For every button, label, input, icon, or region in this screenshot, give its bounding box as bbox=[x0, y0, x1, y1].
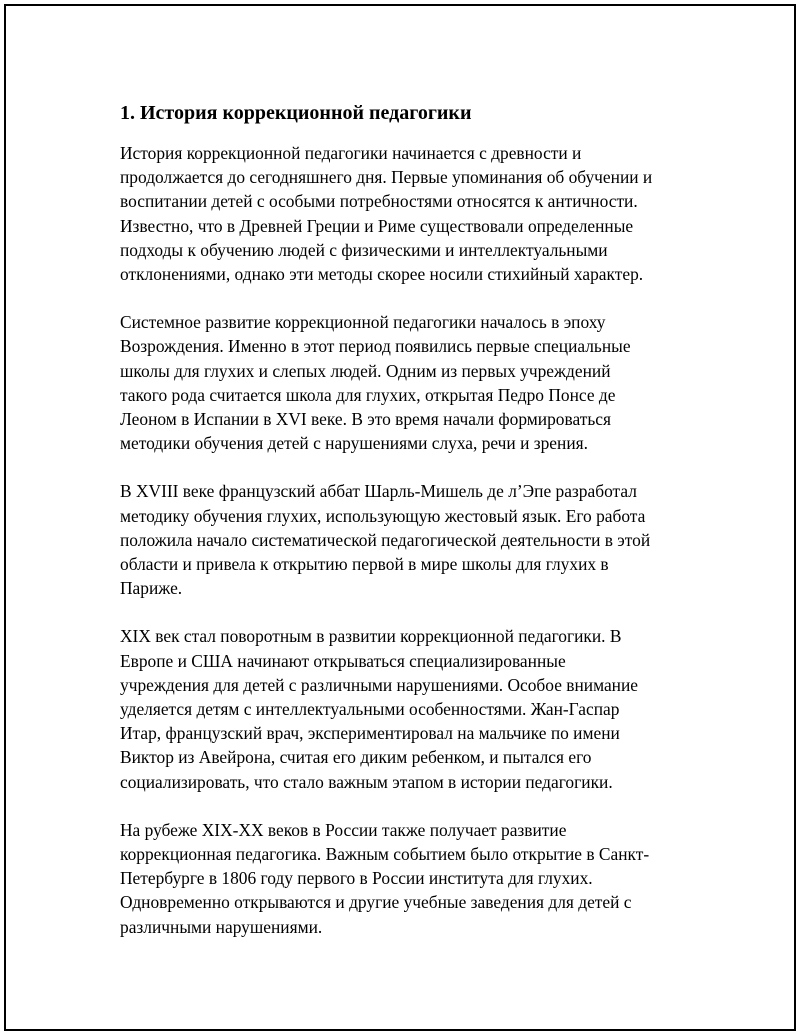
text-line: учреждения для детей с различными нарушениями. Особое внимание bbox=[120, 674, 639, 695]
text-line: социализировать, что стало важным этапом в истории педагогики. bbox=[120, 771, 613, 792]
page-frame bbox=[4, 4, 796, 1031]
text-line: уделяется детям с интеллектуальными особенностями. Жан-Гаспар bbox=[120, 699, 620, 720]
text-line: В XVIII веке французский аббат Шарль-Мишель де л’Эпе разработал bbox=[120, 481, 637, 502]
text-line: Париже. bbox=[120, 578, 183, 599]
text-line: Одновременно открываются и другие учебные заведения для детей с bbox=[120, 892, 632, 913]
text-line: Петербурге в 1806 году первого в России института для глухих. bbox=[120, 868, 593, 889]
paragraph-4 bbox=[120, 624, 700, 793]
text-line: такого рода считается школа для глухих, открытая Педро Понсе де bbox=[120, 384, 616, 405]
section-heading: 1. История коррекционной педагогики bbox=[120, 102, 472, 124]
paragraph-1 bbox=[120, 141, 700, 286]
text-line: отклонениями, однако эти методы скорее носили стихийный характер. bbox=[120, 264, 644, 285]
text-line: История коррекционной педагогики начинается с древности и bbox=[120, 143, 582, 163]
text-line: методику обучения глухих, использующую жестовый язык. Его работа bbox=[120, 505, 646, 526]
text-line: продолжается до сегодняшнего дня. Первые упоминания об обучении и bbox=[120, 167, 653, 188]
text-line: области и привела к открытию первой в мире школы для глухих в bbox=[120, 554, 609, 575]
text-line: методики обучения детей с нарушениями слуха, речи и зрения. bbox=[120, 433, 588, 454]
paragraph-2 bbox=[120, 310, 700, 455]
text-line: школы для глухих и слепых людей. Одним из первых учреждений bbox=[120, 360, 611, 381]
text-line: Леоном в Испании в XVI веке. В это время начали формироваться bbox=[120, 409, 611, 430]
document-body bbox=[120, 100, 700, 963]
text-line: XIX век стал поворотным в развитии коррекционной педагогики. В bbox=[120, 626, 622, 647]
text-line: Итар, французский врач, экспериментировал на мальчике по имени bbox=[120, 723, 620, 744]
paragraph-3 bbox=[120, 479, 700, 600]
text-line: Виктор из Авейрона, считая его диким ребенком, и пытался его bbox=[120, 747, 592, 768]
text-line: коррекционная педагогика. Важным событием было открытие в Санкт- bbox=[120, 844, 650, 865]
text-line: положила начало систематической педагогической деятельности в этой bbox=[120, 529, 651, 550]
text-line: Известно, что в Древней Греции и Риме существовали определенные bbox=[120, 215, 634, 236]
text-line: воспитании детей с особыми потребностями относятся к античности. bbox=[120, 191, 638, 212]
text-line: Европе и США начинают открываться специализированные bbox=[120, 650, 566, 671]
text-line: различными нарушениями. bbox=[120, 916, 323, 937]
paragraph-5 bbox=[120, 818, 700, 939]
text-line: Системное развитие коррекционной педагогики началось в эпоху bbox=[120, 312, 606, 333]
text-line: Возрождения. Именно в этот период появились первые специальные bbox=[120, 336, 631, 357]
text-line: подходы к обучению людей с физическими и интеллектуальными bbox=[120, 239, 608, 260]
text-line: На рубеже XIX-XX веков в России также получает развитие bbox=[120, 819, 567, 840]
